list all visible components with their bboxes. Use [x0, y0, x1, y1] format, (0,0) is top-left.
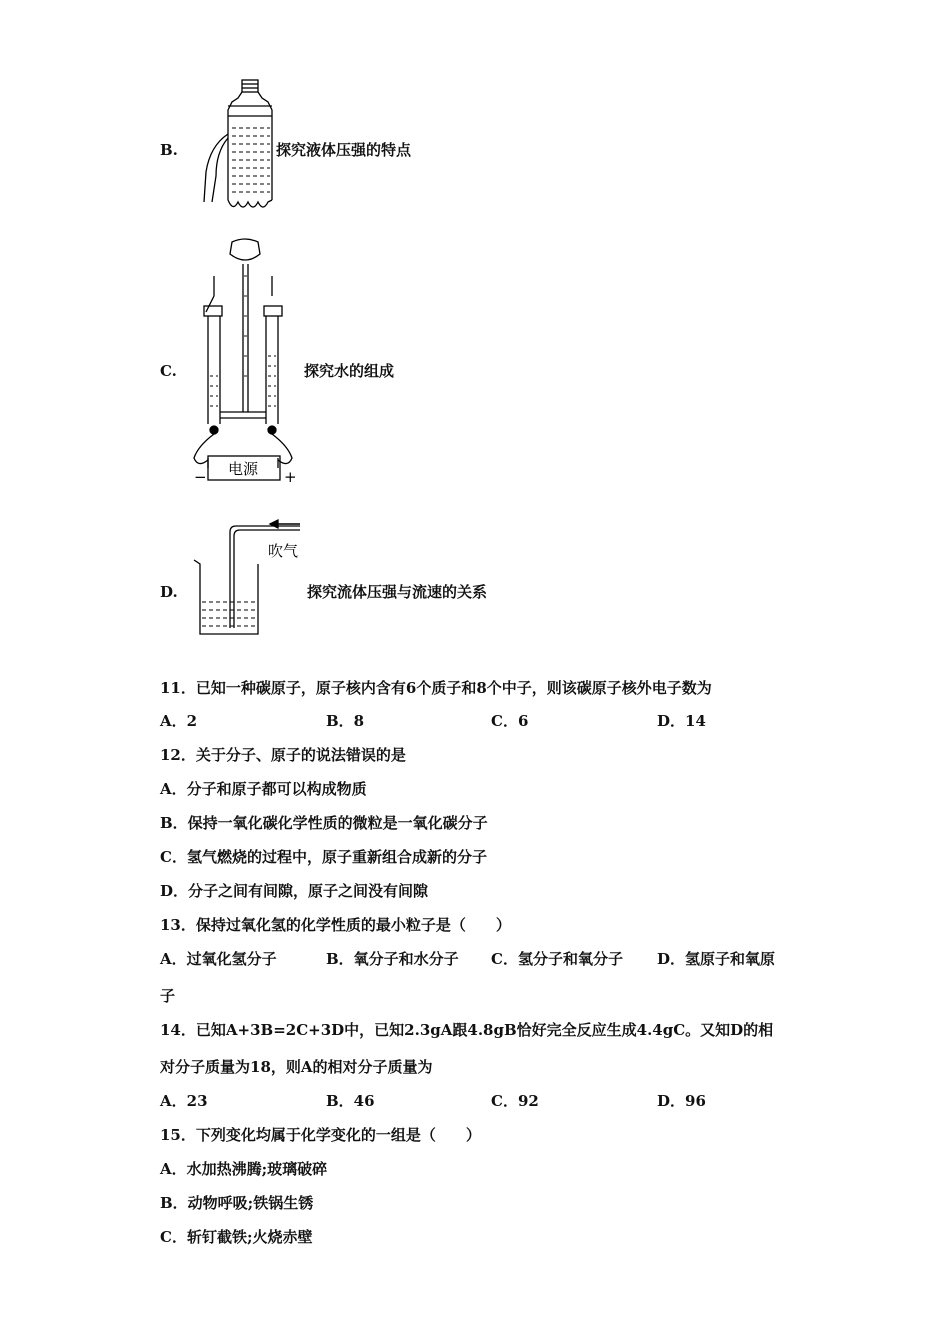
figure-b-caption: 探究液体压强的特点	[276, 141, 412, 159]
plus-sign: +	[284, 468, 297, 486]
q15-option-c: C．斩钉截铁;火烧赤壁	[160, 1228, 313, 1246]
figure-c-label: C.	[160, 362, 177, 380]
q14-option-c: C．92	[491, 1092, 539, 1110]
figure-b-label: B.	[160, 141, 178, 159]
q12-stem: 12．关于分子、原子的说法错误的是	[160, 746, 406, 764]
q12-option-b: B．保持一氧化碳化学性质的微粒是一氧化碳分子	[160, 814, 488, 832]
q13-option-d-wrap: 子	[160, 987, 176, 1005]
q13-option-d: D．氢原子和氧原	[657, 950, 776, 968]
blow-label: 吹气	[268, 542, 299, 560]
q14-stem-cont: 对分子质量为18，则A的相对分子质量为	[160, 1058, 433, 1076]
q11-option-d: D．14	[657, 712, 706, 730]
figure-d-label: D.	[160, 583, 178, 601]
q13-option-b: B．氧分子和水分子	[326, 950, 459, 968]
q14-stem: 14．已知A+3B=2C+3D中，已知2.3gA跟4.8gB恰好完全反应生成4.4gC。又知D的相	[160, 1021, 774, 1039]
q15-option-b: B．动物呼吸;铁锅生锈	[160, 1194, 314, 1212]
q12-option-a: A．分子和原子都可以构成物质	[160, 780, 367, 798]
q12-option-c: C．氢气燃烧的过程中，原子重新组合成新的分子	[160, 848, 487, 866]
bottle-diagram	[188, 76, 288, 216]
q14-option-d: D．96	[657, 1092, 706, 1110]
q13-stem: 13．保持过氧化氢的化学性质的最小粒子是（ ）	[160, 916, 511, 934]
q11-option-c: C．6	[491, 712, 529, 730]
beaker-diagram	[188, 518, 318, 638]
q14-option-a: A．23	[160, 1092, 208, 1110]
q15-stem: 15．下列变化均属于化学变化的一组是（ ）	[160, 1126, 481, 1144]
q13-option-a: A．过氧化氢分子	[160, 950, 277, 968]
minus-sign: −	[194, 468, 207, 486]
figure-d-caption: 探究流体压强与流速的关系	[307, 583, 488, 601]
q11-option-b: B．8	[326, 712, 365, 730]
q15-option-a: A．水加热沸腾;玻璃破碎	[160, 1160, 328, 1178]
q14-option-b: B．46	[326, 1092, 375, 1110]
power-label: 电源	[228, 460, 259, 478]
q12-option-d: D．分子之间有间隙，原子之间没有间隙	[160, 882, 429, 900]
figure-c-caption: 探究水的组成	[304, 362, 395, 380]
q11-stem: 11．已知一种碳原子，原子核内含有6个质子和8个中子，则该碳原子核外电子数为	[160, 679, 712, 697]
q13-option-c: C．氢分子和氧分子	[491, 950, 623, 968]
q11-option-a: A．2	[160, 712, 198, 730]
